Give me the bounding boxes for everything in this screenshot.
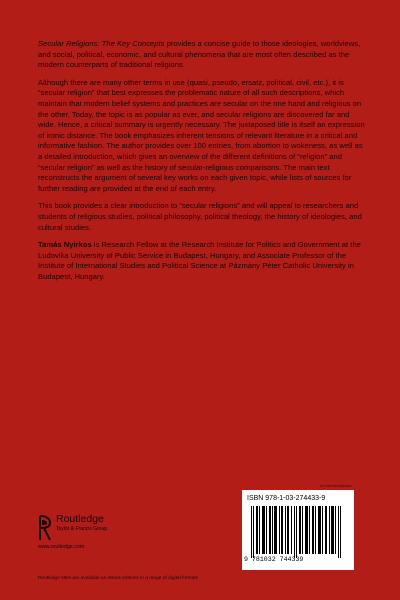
publisher-group: Taylor & Francis Group (56, 526, 108, 532)
blurb-paragraph-intro (38, 39, 366, 71)
ebook-availability-note: Routledge titles are available as eBook editions in a range of digital formats (38, 576, 198, 581)
routledge-logo-icon (38, 514, 52, 542)
barcode-number: 9 781032 744339 (244, 556, 304, 563)
informa-label: an informa business (320, 484, 352, 488)
author-name: Tamás Nyirkos (38, 240, 92, 250)
blurb-text (38, 39, 366, 289)
author-bio-text: is Research Fellow at the Research Institute for Politics and Government at the Ludovika University of Public Service in Budapest, Hungary, and Associate Professor of the Institute of International Studies and Political Science at Pázmány Péter Catholic University in Budapest, Hungary. (38, 240, 361, 281)
blurb-paragraph-audience: This book provides a clear introduction to “secular religions” and will appeal to researchers and students of religious studies, political philosophy, political theology, the history of ideologies, and cultural studies. (38, 201, 362, 232)
blurb-paragraph-description: Although there are many other terms in use (quasi, pseudo, ersatz, political, civil, etc.), it is “secular religion” that best expresses the problematic nature of all such descriptions, which maintain that modern belief systems and practices are secular on the one hand and religious on the other. Today, the topic is as popular as ever, and secular religions are discovered far and wide. Hence, a critical summary is urgently necessary. The juxtaposed title is itself an expression of ironic distance. The book emphasizes inherent tensions of relevant literature in a critical and informative fashion. The author provides over 100 entries, from abortion to wokeness, as well as a detailed introduction, which gives an overview of the different definitions of “religion” and “secular religion” as well as the history of secular-religious comparisons. The main text reconstructs the argument of several key works on each given topic, while lists of sources for further reading are provided at the end of each entry. (38, 77, 365, 193)
isbn-text: ISBN 978-1-03-274433-9 (247, 495, 326, 502)
isbn-label-box (242, 490, 354, 570)
barcode-area (242, 484, 354, 570)
author-bio (38, 240, 366, 282)
publisher-url: www.routledge.com (38, 544, 85, 550)
publisher-block (38, 512, 158, 552)
barcode-bars (247, 506, 349, 558)
blurb-intro-text: provides a concise guide to those ideologies, worldviews, and social, political, economic, and cultural phenomena that are most often described as the modern counterparts of traditional religions. (38, 39, 361, 70)
book-title-italic: Secular Religions: The Key Concepts (38, 39, 165, 48)
publisher-name: Routledge (56, 513, 104, 525)
